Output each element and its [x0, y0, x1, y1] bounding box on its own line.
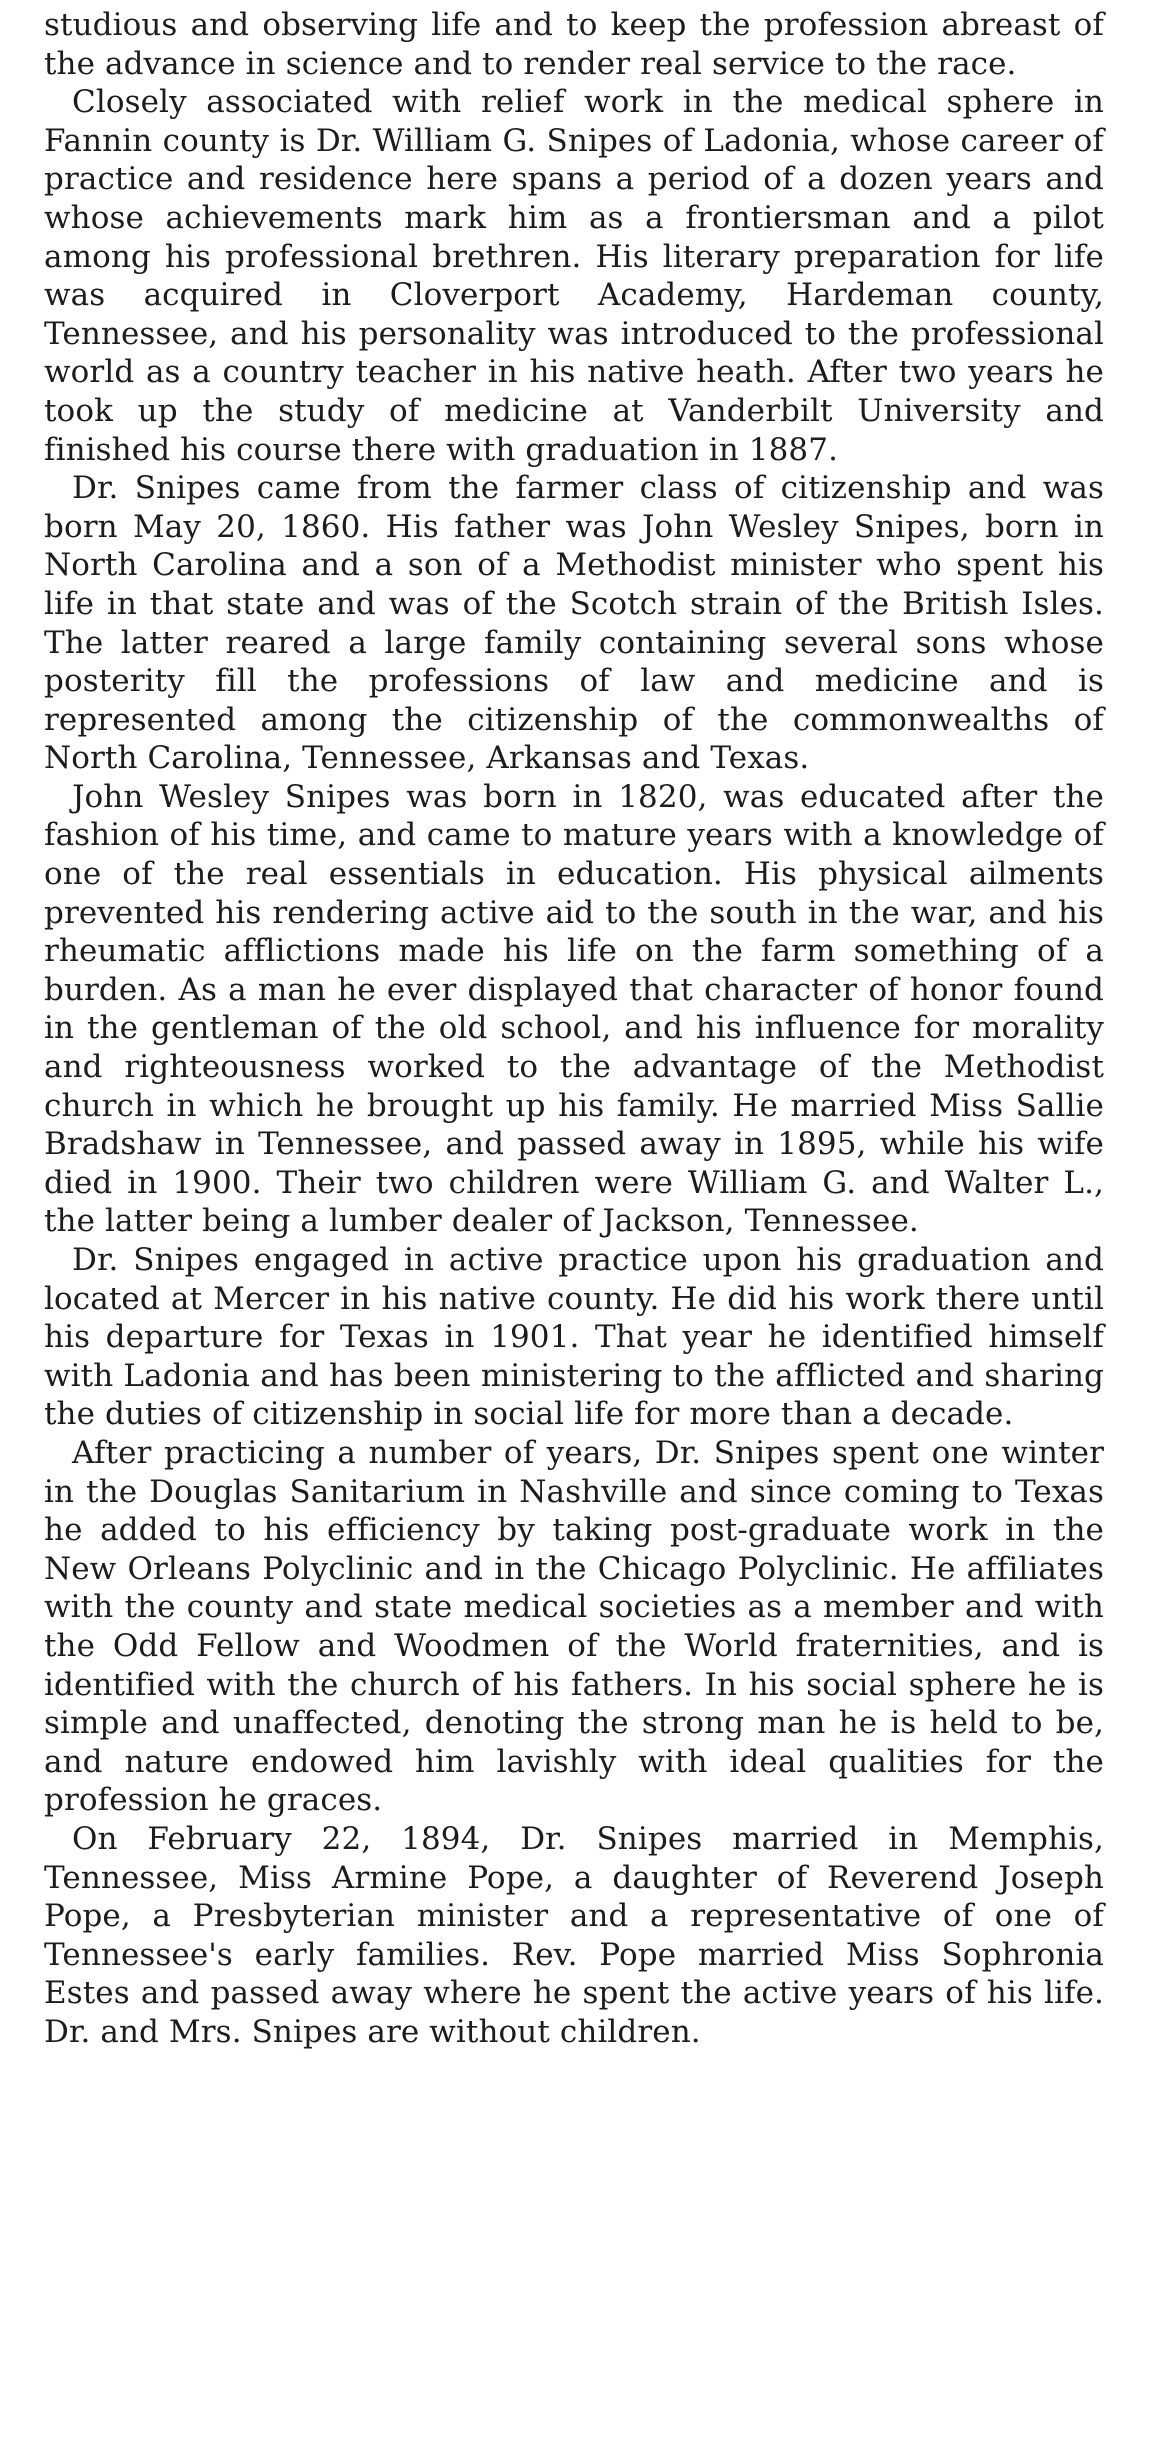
paragraph-continuation: studious and observing life and to keep the profession abreast of the advance in science and to render real service to the race. [44, 7, 1104, 82]
paragraph-marriage: On February 22, 1894, Dr. Snipes married in Memphis, Tennessee, Miss Armine Pope, a daughter of Reverend Joseph Pope, a Presbyterian minister and a representative of one of Tennessee's early families. Rev. Pope married Miss Sophronia Estes and passed away where he spent the active years of his life. Dr. and Mrs. Snipes are without children. [44, 1820, 1104, 2050]
paragraph-dr-snipes-introduction: Closely associated with relief work in the medical sphere in Fannin county is Dr. William G. Snipes of Ladonia, whose career of practice and residence here spans a period of a dozen years and whose achievements mark him as a frontiersman and a pilot among his professional brethren. His literary preparation for life was acquired in Cloverport Academy, Hardeman county, Tennessee, and his personality was introduced to the professional world as a country teacher in his native heath. After two years he took up the study of medicine at Vanderbilt University and finished his course there with graduation in 1887. [44, 84, 1104, 468]
paragraph-practice-ladonia: Dr. Snipes engaged in active practice upon his graduation and located at Mercer in his native county. He did his work there until his departure for Texas in 1901. That year he identified himself with Ladonia and has been ministering to the afflicted and sharing the duties of citizenship in social life for more than a decade. [44, 1242, 1104, 1433]
text-column [44, 6, 1104, 2051]
paragraph-post-graduate-work: After practicing a number of years, Dr. Snipes spent one winter in the Douglas Sanitarium in Nashville and since coming to Texas he added to his efficiency by taking post-graduate work in the New Orleans Polyclinic and in the Chicago Polyclinic. He affiliates with the county and state medical societies as a member and with the Odd Fellow and Woodmen of the World fraternities, and is identified with the church of his fathers. In his social sphere he is simple and unaffected, denoting the strong man he is held to be, and nature endowed him lavishly with ideal qualities for the profession he graces. [44, 1434, 1104, 1819]
paragraph-family-origin: Dr. Snipes came from the farmer class of citizenship and was born May 20, 1860. His father was John Wesley Snipes, born in North Carolina and a son of a Methodist minister who spent his life in that state and was of the Scotch strain of the British Isles. The latter reared a large family containing several sons whose posterity fill the professions of law and medicine and is represented among the citizenship of the commonwealths of North Carolina, Tennessee, Arkansas and Texas. [44, 470, 1104, 777]
paragraph-john-wesley-snipes: John Wesley Snipes was born in 1820, was educated after the fashion of his time, and came to mature years with a knowledge of one of the real essentials in education. His physical ailments prevented his rendering active aid to the south in the war, and his rheumatic afflictions made his life on the farm something of a burden. As a man he ever displayed that character of honor found in the gentleman of the old school, and his influence for morality and righteousness worked to the advantage of the Methodist church in which he brought up his family. He married Miss Sallie Bradshaw in Tennessee, and passed away in 1895, while his wife died in 1900. Their two children were William G. and Walter L., the latter being a lumber dealer of Jackson, Tennessee. [44, 778, 1104, 1240]
